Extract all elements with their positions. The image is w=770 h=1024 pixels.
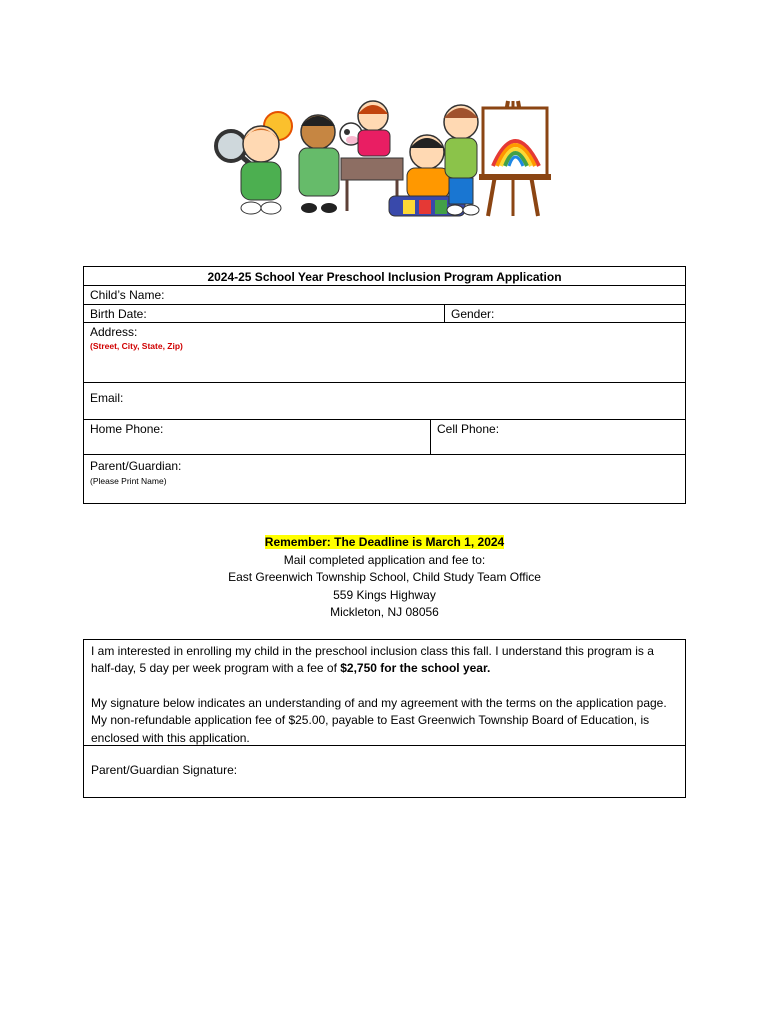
deadline-notice: Remember: The Deadline is March 1, 2024 [264,535,505,549]
birth-gender-row [84,305,685,323]
email-row[interactable] [84,383,685,420]
child-2-icon [299,115,339,213]
signature-label: Parent/Guardian Signature: [91,763,238,777]
guardian-label: Parent/Guardian: [90,459,182,473]
mailing-city: Mickleton, NJ 08056 [330,605,439,620]
email-label: Email: [90,391,124,405]
children-illustration [213,96,553,226]
gender-label: Gender: [451,307,495,321]
cell-phone-field[interactable] [431,420,685,454]
child-5-icon [444,105,479,215]
mailing-organization: East Greenwich Township School, Child Study Team Office [228,570,541,585]
easel-icon [479,101,551,216]
home-phone-field[interactable] [84,420,431,454]
terms-p1-text: I am interested in enrolling my child in the preschool inclusion class this fall. I understand this program is a half-day, 5 day per week program with a fee of [91,644,654,676]
childs-name-label: Child’s Name: [90,288,165,302]
home-phone-label: Home Phone: [90,422,164,436]
cell-phone-label: Cell Phone: [437,422,500,436]
guardian-row[interactable] [84,455,685,503]
mailing-street: 559 Kings Highway [333,587,436,602]
address-hint: (Street, City, State, Zip) [90,341,183,351]
birth-date-field[interactable] [84,305,445,322]
gender-field[interactable] [445,305,685,322]
application-form [83,266,686,504]
terms-box [83,639,686,798]
address-label: Address: [90,325,138,339]
childs-name-row[interactable] [84,286,685,305]
address-row[interactable] [84,323,685,383]
form-title: 2024-25 School Year Preschool Inclusion Program Application [207,270,562,284]
guardian-hint: (Please Print Name) [90,476,167,486]
child-1-icon [241,126,281,214]
signature-field[interactable] [84,746,685,777]
child-3-icon [358,101,390,156]
form-title-row [84,267,685,286]
phone-row [84,420,685,455]
table-icon [341,158,403,180]
terms-paragraph-1 [91,643,678,678]
terms-paragraph-2: My signature below indicates an understanding of and my agreement with the terms on the application page. My non-refundable application fee of $25.00, payable to East Greenwich Township Board of Education, is enclosed with this application. [91,695,667,745]
birth-date-label: Birth Date: [90,307,147,321]
terms-fee: $2,750 for the school year. [340,661,491,676]
mailing-instruction: Mail completed application and fee to: [283,552,486,567]
mailing-info [83,534,686,622]
terms-text [84,640,685,746]
